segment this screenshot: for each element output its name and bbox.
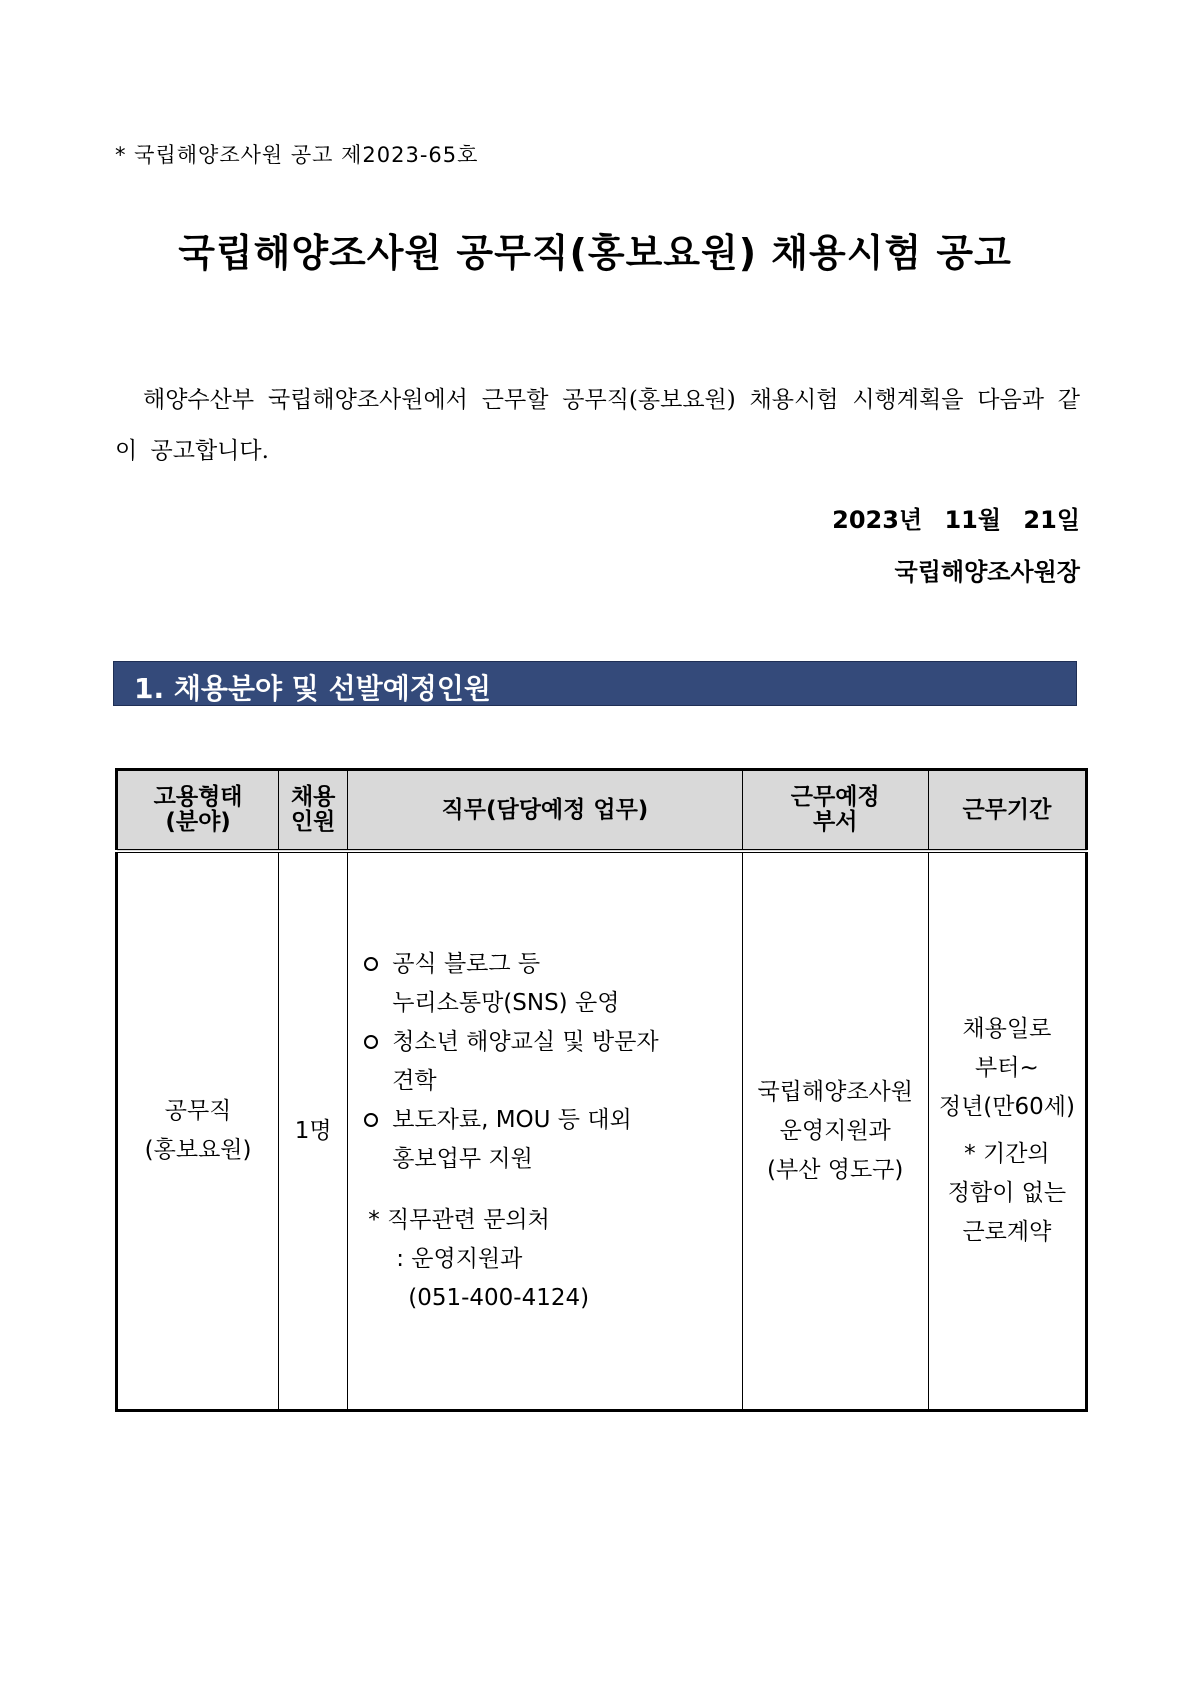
duty-line: 견학 bbox=[392, 1067, 437, 1094]
cell-line: 부터~ bbox=[975, 1055, 1039, 1081]
header-line: 고용형태 bbox=[153, 784, 243, 810]
cell-line: (홍보요원) bbox=[144, 1137, 252, 1163]
cell-line: 근로계약 bbox=[962, 1219, 1052, 1245]
duty-list bbox=[362, 945, 741, 1179]
cell-line: 정년(만60세) bbox=[938, 1094, 1075, 1120]
intro-paragraph: 해양수산부 국립해양조사원에서 근무할 공무직(홍보요원) 채용시험 시행계획을 다음과 같이 공고합니다. bbox=[115, 387, 1080, 464]
duty-line: 누리소통망(SNS) 운영 bbox=[392, 989, 620, 1016]
duty-line: 청소년 해양교실 및 방문자 bbox=[392, 1028, 659, 1055]
cell-line: 정함이 없는 bbox=[947, 1180, 1067, 1206]
duty-contact bbox=[362, 1201, 741, 1318]
cell-line: 채용일로 bbox=[962, 1016, 1052, 1042]
cell-line: (부산 영도구) bbox=[767, 1156, 904, 1183]
duty-item bbox=[362, 1023, 741, 1101]
header-department bbox=[742, 770, 928, 852]
page-title: 국립해양조사원 공무직(홍보요원) 채용시험 공고 bbox=[178, 231, 1012, 275]
header-line: 채용 bbox=[290, 784, 336, 810]
cell-headcount: 1명 bbox=[279, 851, 348, 1411]
header-line: 근무기간 bbox=[962, 796, 1052, 823]
cell-duty bbox=[348, 851, 742, 1411]
period-note bbox=[929, 1135, 1085, 1252]
duty-line: 보도자료, MOU 등 대외 bbox=[392, 1106, 632, 1133]
notice-number: * 국립해양조사원 공고 제2023-65호 bbox=[115, 143, 479, 167]
contact-phone: (051-400-4124) bbox=[408, 1284, 590, 1311]
header-line: 직무(담당예정 업무) bbox=[441, 796, 649, 823]
table-header-row bbox=[117, 770, 1087, 852]
header-headcount bbox=[279, 770, 348, 852]
cell-line: * 기간의 bbox=[964, 1141, 1050, 1167]
table-row bbox=[117, 851, 1087, 1411]
section-header-bar bbox=[113, 661, 1077, 706]
header-duty bbox=[348, 770, 742, 852]
announcement-date: 2023년 11월 21일 bbox=[832, 506, 1080, 534]
cell-department bbox=[742, 851, 928, 1411]
cell-line: 운영지원과 bbox=[779, 1117, 891, 1144]
duty-item bbox=[362, 945, 741, 1023]
issuer-name: 국립해양조사원장 bbox=[894, 558, 1080, 586]
header-line: 근무예정 bbox=[790, 784, 880, 810]
duty-line: 공식 블로그 등 bbox=[392, 950, 541, 977]
contact-department: : 운영지원과 bbox=[396, 1245, 523, 1272]
recruitment-table bbox=[115, 768, 1088, 1412]
header-period bbox=[928, 770, 1086, 852]
cell-line: 국립해양조사원 bbox=[757, 1078, 913, 1105]
contact-label: * 직무관련 문의처 bbox=[368, 1206, 550, 1233]
duty-item bbox=[362, 1101, 741, 1179]
section-title: 1. 채용분야 및 선발예정인원 bbox=[134, 672, 491, 705]
cell-employment-type bbox=[117, 851, 279, 1411]
header-line: 인원 bbox=[290, 809, 336, 835]
header-employment-type bbox=[117, 770, 279, 852]
header-line: (분야) bbox=[165, 809, 231, 835]
duty-line: 홍보업무 지원 bbox=[392, 1145, 533, 1172]
cell-period bbox=[928, 851, 1086, 1411]
cell-line: 공무직 bbox=[164, 1098, 232, 1124]
header-line: 부서 bbox=[813, 809, 858, 835]
